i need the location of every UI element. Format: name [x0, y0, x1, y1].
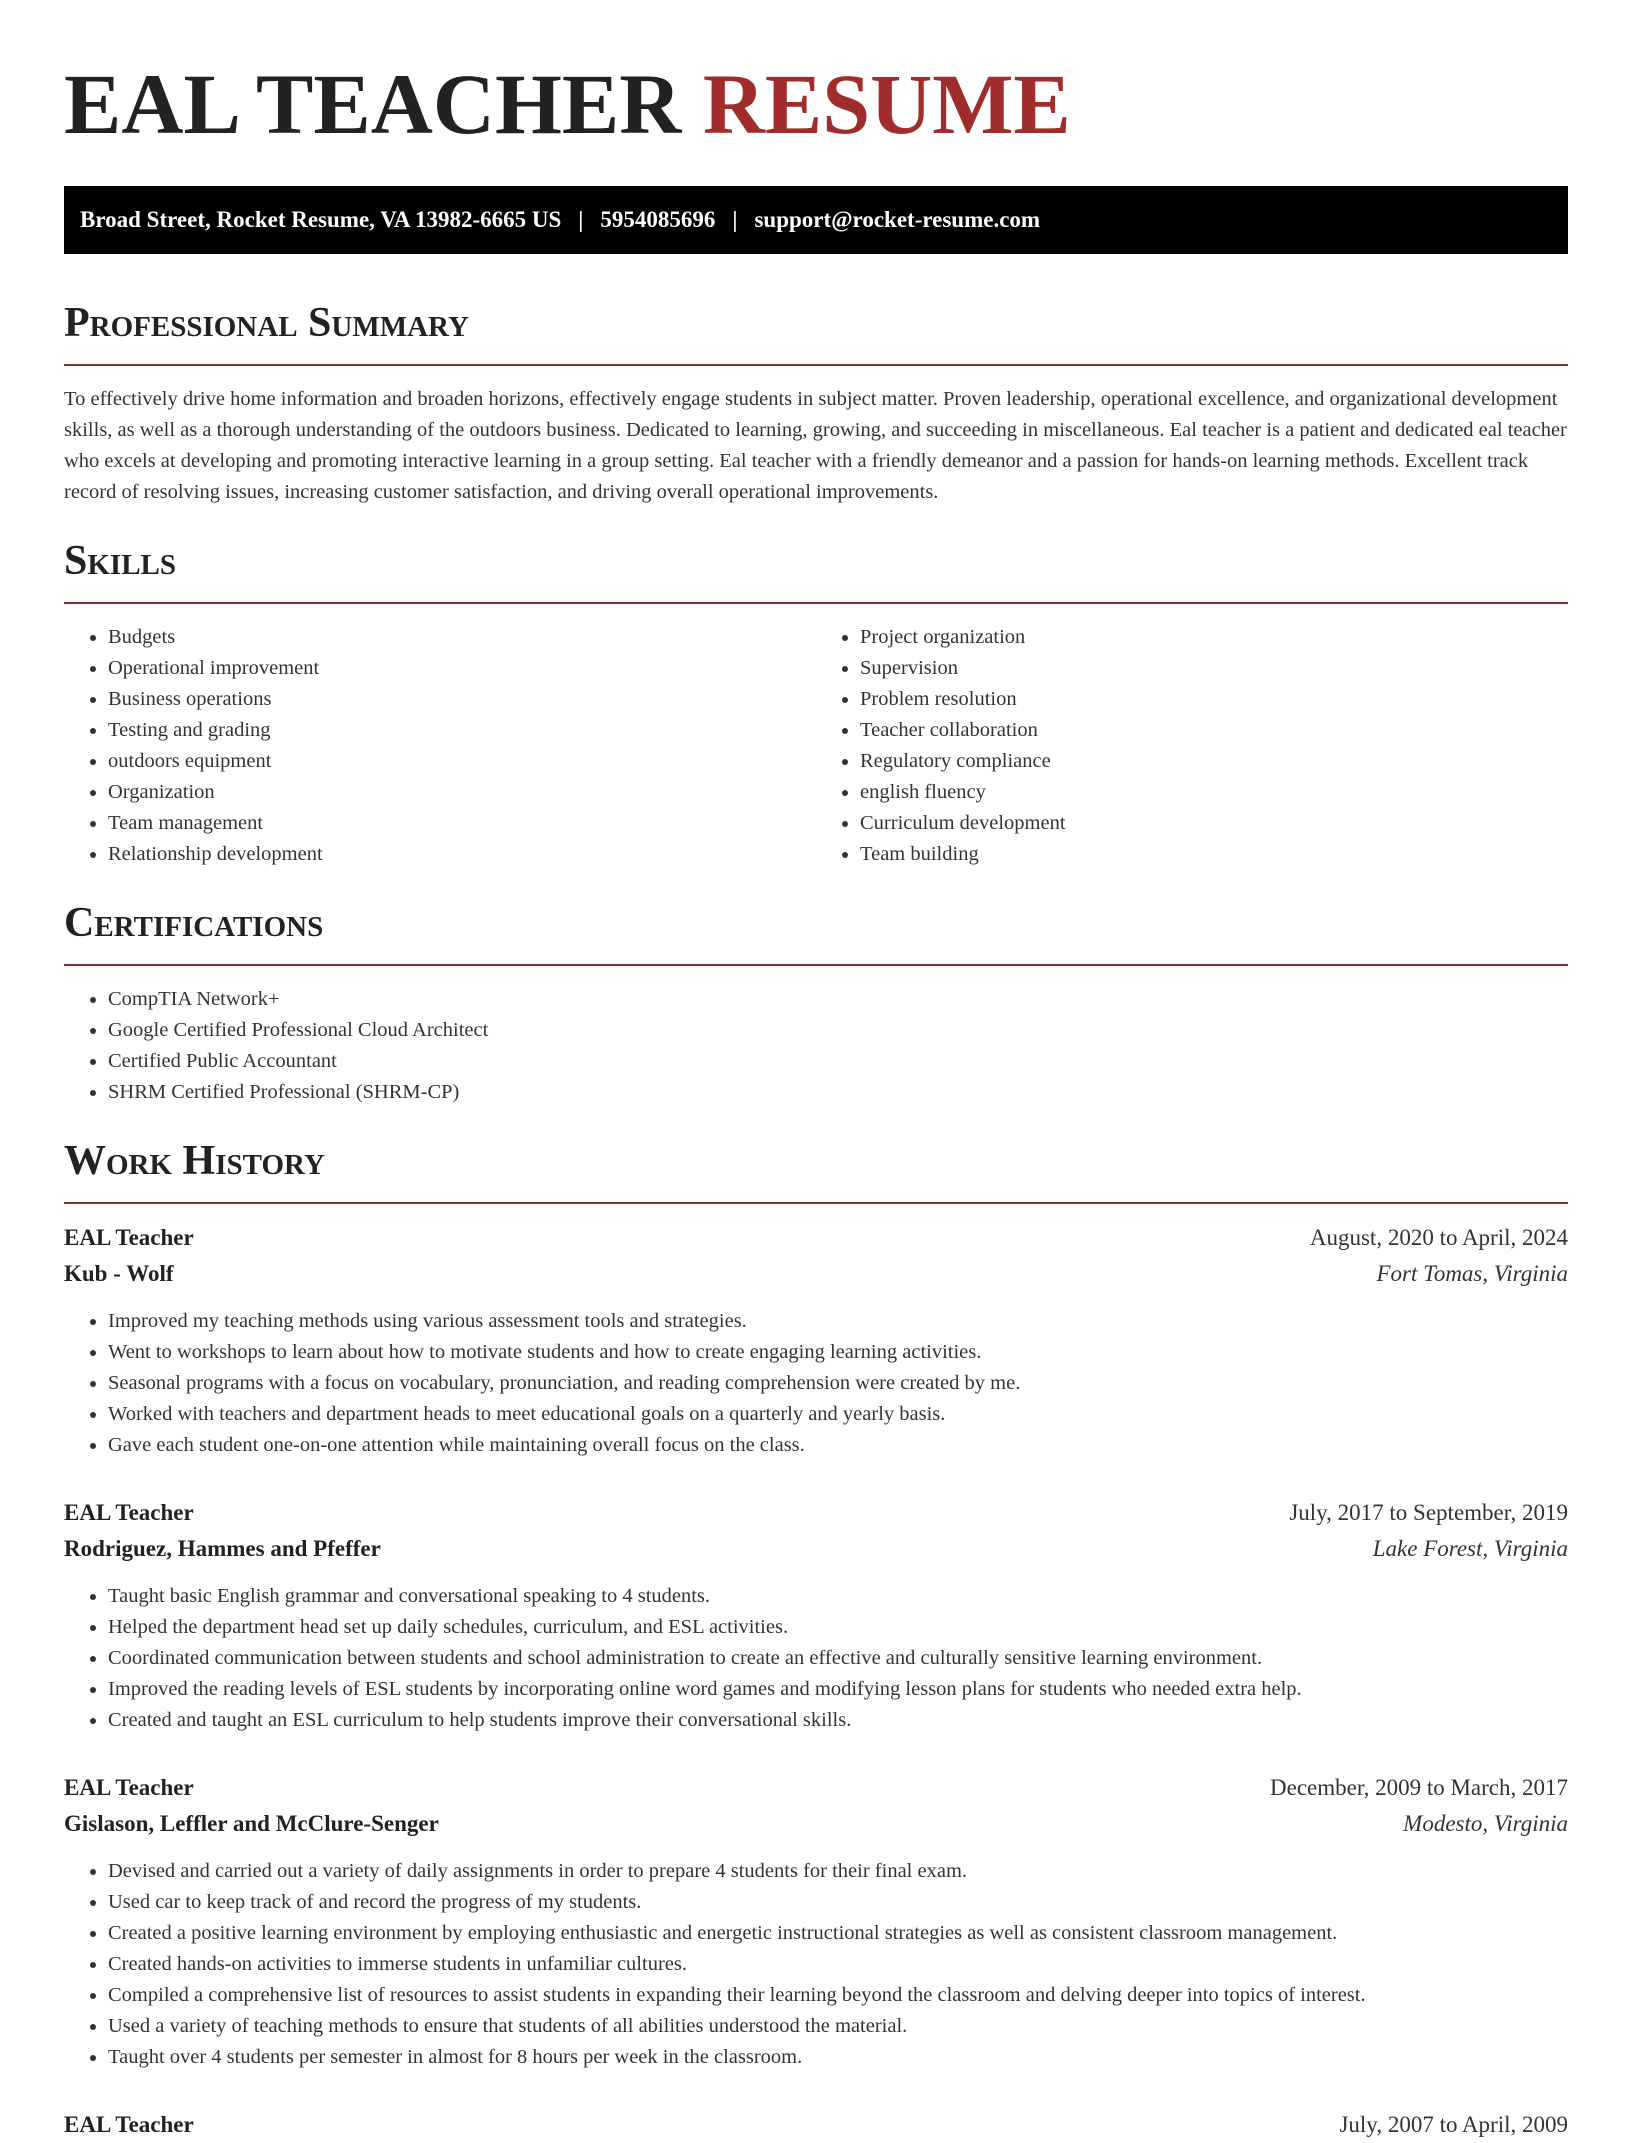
skill-item: • Budgets — [108, 622, 816, 653]
job-duty: • Improved the reading levels of ESL students by incorporating online word games and modifying lesson plans for students who needed extra help. — [108, 1674, 1568, 1705]
job-duty: • Created hands-on activities to immerse students in unfamiliar cultures. — [108, 1949, 1568, 1980]
job-entry — [64, 1495, 1568, 1736]
job-header — [64, 1220, 1568, 1256]
skills-heading: Skills — [64, 538, 177, 584]
job-entry — [64, 1770, 1568, 2073]
job-dates: July, 2017 to September, 2019 — [1289, 1500, 1568, 1525]
contact-separator: | — [578, 207, 584, 232]
skill-item: • Organization — [108, 777, 816, 808]
job-duty: • Improved my teaching methods using various assessment tools and strategies. — [108, 1306, 1568, 1337]
job-title: EAL Teacher — [64, 1775, 194, 1800]
section-divider — [64, 602, 1568, 604]
job-header — [64, 2107, 1568, 2143]
skill-item: • Relationship development — [108, 839, 816, 870]
skills-list-right — [816, 622, 1568, 870]
skill-item: • Teacher collaboration — [860, 715, 1568, 746]
title-accent: RESUME — [702, 56, 1071, 152]
job-location: Lake Forest, Virginia — [1372, 1536, 1568, 1561]
skill-item: • Testing and grading — [108, 715, 816, 746]
job-duty: • Devised and carried out a variety of daily assignments in order to prepare 4 students for their final exam. — [108, 1856, 1568, 1887]
job-duty: • Went to workshops to learn about how to motivate students and how to create engaging learning activities. — [108, 1337, 1568, 1368]
certification-item: • Google Certified Professional Cloud Architect — [108, 1015, 1568, 1046]
certifications-heading: Certifications — [64, 900, 324, 946]
job-title: EAL Teacher — [64, 1500, 194, 1525]
job-header — [64, 1770, 1568, 1806]
job-dates: July, 2007 to April, 2009 — [1339, 2112, 1568, 2137]
job-duty: • Worked with teachers and department heads to meet educational goals on a quarterly and yearly basis. — [108, 1399, 1568, 1430]
job-duty: • Created a positive learning environment by employing enthusiastic and energetic instructional strategies as well as consistent classroom management. — [108, 1918, 1568, 1949]
work-history-heading: Work History — [64, 1138, 325, 1184]
contact-separator: | — [732, 207, 738, 232]
skills-section — [64, 536, 1568, 870]
skills-grid — [64, 622, 1568, 870]
job-duties — [64, 1581, 1568, 1736]
job-duty: • Used car to keep track of and record the progress of my students. — [108, 1887, 1568, 1918]
job-duty: • Helped the department head set up daily schedules, curriculum, and ESL activities. — [108, 1612, 1568, 1643]
skill-item: • Supervision — [860, 653, 1568, 684]
job-duties — [64, 1306, 1568, 1461]
job-duty: • Taught basic English grammar and conversational speaking to 4 students. — [108, 1581, 1568, 1612]
skill-item: • english fluency — [860, 777, 1568, 808]
job-duty: • Seasonal programs with a focus on vocabulary, pronunciation, and reading comprehension were created by me. — [108, 1368, 1568, 1399]
certification-item: • CompTIA Network+ — [108, 984, 1568, 1015]
job-location: Modesto, Virginia — [1403, 1811, 1568, 1836]
skill-item: • Problem resolution — [860, 684, 1568, 715]
resume-title — [64, 0, 1568, 152]
summary-heading: Professional Summary — [64, 300, 469, 346]
job-company: Rodriguez, Hammes and Pfeffer — [64, 1536, 381, 1561]
job-entry — [64, 2107, 1568, 2143]
job-company: Kub - Wolf — [64, 1261, 174, 1286]
job-duty: • Used a variety of teaching methods to ensure that students of all abilities understood the material. — [108, 2011, 1568, 2042]
skill-item: • Regulatory compliance — [860, 746, 1568, 777]
contact-bar — [64, 186, 1568, 254]
job-dates: August, 2020 to April, 2024 — [1309, 1225, 1568, 1250]
section-divider — [64, 964, 1568, 966]
job-title: EAL Teacher — [64, 1225, 194, 1250]
job-subheader — [64, 1531, 1568, 1567]
job-subheader — [64, 1806, 1568, 1842]
job-duties — [64, 1856, 1568, 2073]
skill-item: • Curriculum development — [860, 808, 1568, 839]
section-divider — [64, 364, 1568, 366]
contact-phone: 5954085696 — [600, 207, 716, 232]
job-duty: • Compiled a comprehensive list of resources to assist students in expanding their learning beyond the classroom and delving deeper into topics of interest. — [108, 1980, 1568, 2011]
section-divider — [64, 1202, 1568, 1204]
job-duty: • Coordinated communication between students and school administration to create an effective and culturally sensitive learning environment. — [108, 1643, 1568, 1674]
job-company: Gislason, Leffler and McClure-Senger — [64, 1811, 439, 1836]
job-header — [64, 1495, 1568, 1531]
skill-item: • Team management — [108, 808, 816, 839]
certification-item: • SHRM Certified Professional (SHRM-CP) — [108, 1077, 1568, 1108]
skill-item: • Business operations — [108, 684, 816, 715]
job-duty: • Taught over 4 students per semester in almost for 8 hours per week in the classroom. — [108, 2042, 1568, 2073]
job-subheader — [64, 1256, 1568, 1292]
summary-text: To effectively drive home information and broaden horizons, effectively engage students in subject matter. Proven leadership, operational excellence, and organizational development skills, as well as a thorough understanding of the outdoors business. Dedicated to learning, growing, and succeeding in miscellaneous. Eal teacher is a patient and dedicated eal teacher who excels at developing and promoting interactive learning in a group setting. Eal teacher with a friendly demeanor and a passion for hands-on learning methods. Excellent track record of resolving issues, increasing customer satisfaction, and driving overall operational improvements. — [64, 388, 1567, 503]
job-location: Fort Tomas, Virginia — [1376, 1261, 1568, 1286]
job-duty: • Created and taught an ESL curriculum to help students improve their conversational skills. — [108, 1705, 1568, 1736]
skill-item: • Operational improvement — [108, 653, 816, 684]
skill-item: • Project organization — [860, 622, 1568, 653]
certification-item: • Certified Public Accountant — [108, 1046, 1568, 1077]
skills-list-left — [64, 622, 816, 870]
work-history-section — [64, 1136, 1568, 2143]
title-main: EAL TEACHER — [64, 56, 682, 152]
job-duty: • Gave each student one-on-one attention while maintaining overall focus on the class. — [108, 1430, 1568, 1461]
certifications-list — [64, 984, 1568, 1108]
job-title: EAL Teacher — [64, 2112, 194, 2137]
skill-item: • outdoors equipment — [108, 746, 816, 777]
certifications-section — [64, 898, 1568, 1108]
job-dates: December, 2009 to March, 2017 — [1270, 1775, 1568, 1800]
job-entry — [64, 1220, 1568, 1461]
skill-item: • Team building — [860, 839, 1568, 870]
contact-address: Broad Street, Rocket Resume, VA 13982-6665 US — [80, 207, 562, 232]
summary-section — [64, 298, 1568, 508]
contact-email: support@rocket-resume.com — [754, 207, 1041, 232]
